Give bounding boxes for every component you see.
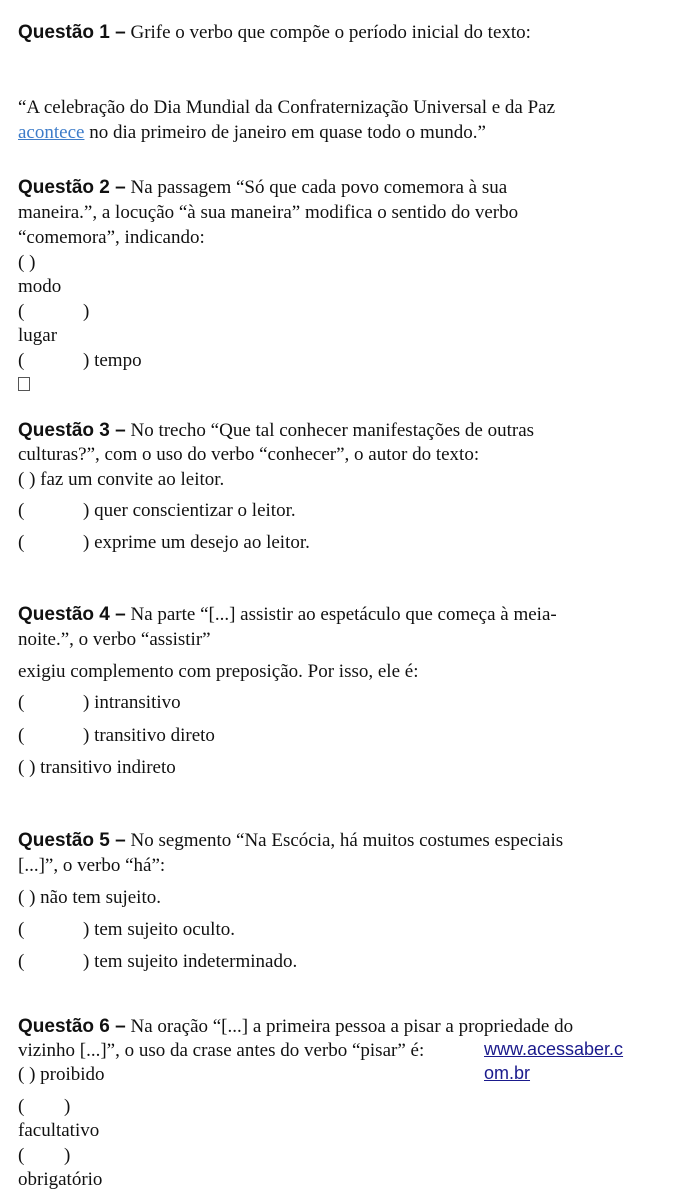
option-line — [18, 498, 296, 523]
answer-paren-close[interactable]: ) — [83, 500, 90, 521]
question-4-heading — [18, 602, 557, 627]
question-4-line-1: Na parte “[...] assistir ao espetáculo que começa à meia- — [125, 604, 557, 625]
question-4-label: Questão 4 – — [18, 604, 126, 625]
question-1-quote-rest: no dia primeiro de janeiro em quase todo o mundo.” — [84, 122, 486, 143]
option-text: quer conscientizar o leitor. — [94, 500, 296, 521]
question-5-line-1: No segmento “Na Escócia, há muitos costumes especiais — [125, 830, 564, 851]
question-2-line-3: “comemora”, indicando: — [18, 227, 205, 248]
answer-paren[interactable]: ( — [18, 725, 25, 746]
answer-paren[interactable]: ( ) — [18, 757, 36, 778]
option-text: obrigatório — [18, 1169, 103, 1190]
option-text: proibido — [40, 1064, 105, 1085]
answer-paren[interactable]: ( ) — [18, 1096, 71, 1117]
option-text: transitivo direto — [94, 725, 215, 746]
question-3-line-1: No trecho “Que tal conhecer manifestações de outras — [125, 420, 535, 441]
question-4-line-3: exigiu complemento com preposição. Por isso, ele é: — [18, 661, 419, 682]
answer-paren-close[interactable]: ) — [83, 532, 90, 553]
question-3-line-2: culturas?”, com o uso do verbo “conhecer”, o autor do texto: — [18, 444, 480, 465]
option-text: modo — [18, 276, 62, 297]
option-line — [18, 467, 224, 492]
answer-paren-close[interactable]: ) — [83, 692, 90, 713]
answer-paren[interactable]: ( ) — [18, 887, 36, 908]
option-text: intransitivo — [94, 692, 181, 713]
option-line — [18, 1062, 105, 1087]
question-6-label: Questão 6 – — [18, 1016, 126, 1037]
option-text: tem sujeito indeterminado. — [94, 951, 298, 972]
answer-paren-close[interactable]: ) — [83, 919, 90, 940]
option-line — [18, 917, 235, 942]
question-2-line-1: Na passagem “Só que cada povo comemora à sua — [125, 177, 508, 198]
question-5-line-2: [...]”, o verbo “há”: — [18, 855, 166, 876]
answer-paren-close[interactable]: ) — [83, 951, 90, 972]
option-text: exprime um desejo ao leitor. — [94, 532, 310, 553]
question-1-prompt: Grife o verbo que compõe o período inicial do texto: — [125, 22, 531, 43]
option-text: não tem sujeito. — [40, 887, 161, 908]
option-line — [18, 530, 310, 555]
question-6-line-2: vizinho [...]”, o uso da crase antes do verbo “pisar” é: — [18, 1040, 425, 1061]
option-text: transitivo indireto — [40, 757, 176, 778]
answer-paren[interactable]: ( ) — [18, 1145, 71, 1166]
answer-paren[interactable]: ( — [18, 532, 25, 553]
underlined-verb: acontece — [18, 122, 85, 143]
question-1-quote-line-1: “A celebração do Dia Mundial da Confraternização Universal e da Paz — [18, 97, 556, 118]
option-text: facultativo — [18, 1120, 100, 1141]
answer-paren[interactable]: ( — [18, 951, 25, 972]
option-text: tem sujeito oculto. — [94, 919, 235, 940]
question-2-label: Questão 2 – — [18, 177, 126, 198]
answer-paren-close[interactable]: ) — [83, 350, 90, 371]
answer-paren[interactable]: ( — [18, 919, 25, 940]
question-2-heading — [18, 175, 507, 200]
option-text: lugar — [18, 325, 58, 346]
answer-paren[interactable]: ( — [18, 692, 25, 713]
question-1-label: Questão 1 – — [18, 22, 126, 43]
question-5-label: Questão 5 – — [18, 830, 126, 851]
question-6-heading — [18, 1014, 573, 1039]
answer-paren[interactable]: ( ) — [18, 252, 36, 273]
option-line — [18, 755, 176, 780]
option-line — [18, 690, 181, 715]
answer-paren[interactable]: ( ) — [18, 469, 36, 490]
checkbox-icon[interactable] — [18, 377, 30, 391]
question-5-heading — [18, 828, 563, 853]
question-4-line-2: noite.”, o verbo “assistir” — [18, 629, 211, 650]
question-1-heading — [18, 20, 531, 45]
answer-paren[interactable]: ( — [18, 500, 25, 521]
option-line — [18, 949, 297, 974]
option-line — [18, 348, 142, 373]
watermark-link-continued[interactable]: om.br — [484, 1063, 531, 1083]
option-line — [18, 885, 161, 910]
answer-paren[interactable]: ( ) — [18, 1064, 36, 1085]
option-text: faz um convite ao leitor. — [40, 469, 225, 490]
question-3-label: Questão 3 – — [18, 420, 126, 441]
answer-paren[interactable]: ( ) — [18, 301, 90, 322]
answer-paren[interactable]: ( — [18, 350, 25, 371]
question-3-heading — [18, 418, 534, 443]
option-text: tempo — [94, 350, 142, 371]
watermark-link[interactable]: www.acessaber.c — [484, 1039, 624, 1059]
answer-paren-close[interactable]: ) — [83, 725, 90, 746]
question-2-line-2: maneira.”, a locução “à sua maneira” modifica o sentido do verbo — [18, 202, 519, 223]
option-line — [18, 723, 215, 748]
question-1-quote-line-2 — [18, 120, 486, 145]
question-6-line-1: Na oração “[...] a primeira pessoa a pisar a propriedade do — [125, 1016, 574, 1037]
